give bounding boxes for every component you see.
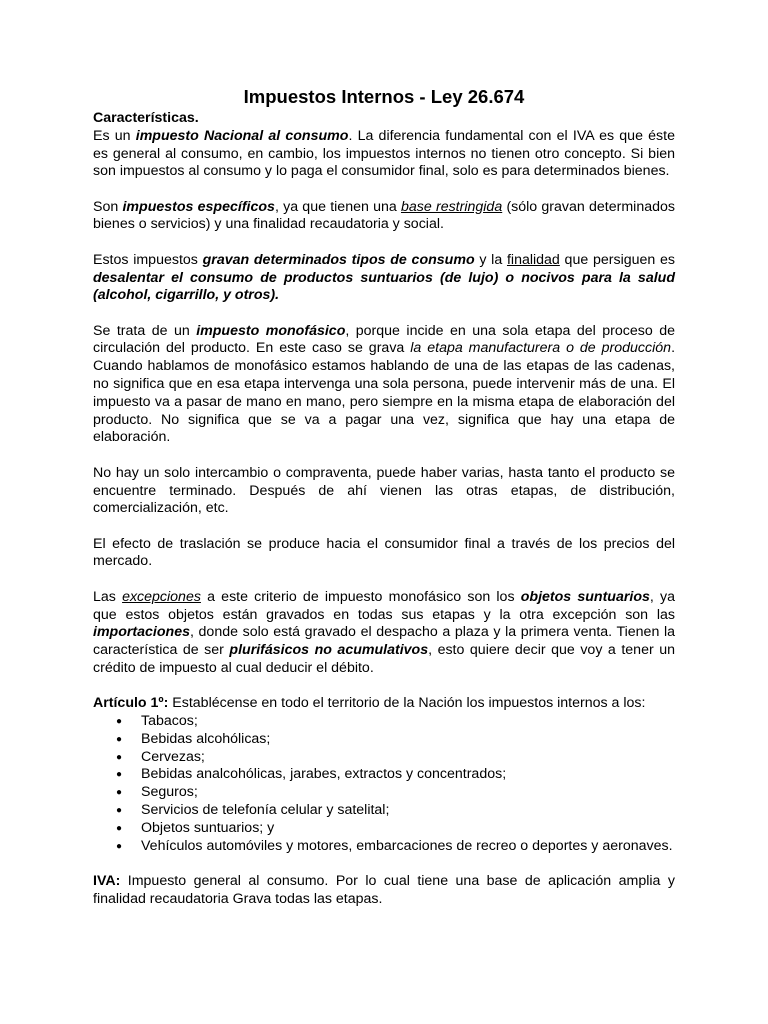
article-paragraph [93,695,675,713]
text-run: Son [93,198,123,215]
emphasis-text: desalentar el consumo de productos suntuarios (de lujo) o nocivos para la salud (alcohol, cigarrillo, y otros). [93,269,675,304]
text-run: (sólo gravan determinados bienes o servicios) y una finalidad recaudatoria y social. [93,198,675,233]
text-run: . La diferencia fundamental con el IVA es que éste es general al consumo, en cambio, los impuestos internos no tienen otro concepto. Si bien son impuestos al consumo y lo paga el consumidor final, solo es para determinados bienes. [93,127,675,180]
emphasis-text: impuesto Nacional al consumo [135,127,349,144]
article-label: Artículo 1º: [93,695,169,712]
text-run: Establécense en todo el territorio de la Nación los impuestos internos a los: [168,695,646,712]
iva-label: IVA: [93,872,121,889]
paragraph-6: El efecto de traslación se produce hacia el consumidor final a través de los precios del mercado. [93,535,675,570]
tax-list [93,713,675,855]
text-run: , donde solo está gravado el despacho a plaza y la primera venta. Tienen la característica de ser [93,624,675,659]
list-item: ● Bebidas analcohólicas, jarabes, extractos y concentrados; [111,766,675,784]
underlined-text: excepciones [122,588,201,605]
list-item: ● Tabacos; [111,713,675,731]
paragraph-3 [93,252,675,305]
list-item: ● Bebidas alcohólicas; [111,731,675,749]
iva-paragraph [93,873,675,909]
text-run: y la [474,251,507,268]
text-run: Es un [93,127,136,144]
underlined-text: base restringida [400,198,503,215]
emphasis-text: impuestos específicos [122,198,275,215]
text-run: que persiguen es [559,251,675,268]
text-run: a este criterio de impuesto monofásico son los [200,588,521,605]
text-run: , ya que estos objetos están gravados en todas sus etapas y la otra excepción son las [93,588,675,623]
text-run: Impuesto general al consumo. Por lo cual tiene una base de aplicación amplia y finalidad recaudatoria Grava todas las etapas. [93,872,675,907]
text-run: , porque incide en una sola etapa del proceso de circulación del producto. En este caso se grava [93,322,675,357]
list-item: ● Servicios de telefonía celular y satelital; [111,802,675,820]
paragraph-7 [93,589,675,678]
list-item: ● Seguros; [111,784,675,802]
text-run: , esto quiere decir que voy a tener un crédito de impuesto al cual deducir el débito. [93,642,675,676]
list-item: ● Objetos suntuarios; y [111,820,675,838]
emphasis-text: plurifásicos no acumulativos [229,642,429,659]
list-item: ● Cervezas; [111,749,675,767]
paragraph-5: No hay un solo intercambio o compraventa, puede haber varias, hasta tanto el producto se encuentre terminado. Después de ahí vienen las otras etapas, de distribución, comercialización, etc. [93,464,675,517]
emphasis-text: gravan determinados tipos de consumo [202,251,475,268]
list-item: ● Vehículos automóviles y motores, embarcaciones de recreo o deportes y aeronaves. [111,838,675,856]
paragraph-1 [93,128,675,181]
text-run: Las [93,588,123,605]
emphasis-text: objetos suntuarios [520,588,650,605]
emphasis-text: impuesto monofásico [196,322,346,339]
paragraph-4 [93,323,675,448]
text-run: , ya que tienen una [274,198,401,215]
paragraph-2 [93,199,675,235]
text-run: Estos impuestos [93,251,203,268]
text-run: Se trata de un [93,322,197,339]
section-heading: Características. [93,110,199,126]
italic-text: la etapa manufacturera o de producción [410,340,672,357]
underlined-text: finalidad [506,251,560,268]
document-title: Impuestos Internos - Ley 26.674 [243,86,525,107]
emphasis-text: importaciones [93,624,190,641]
text-run: . Cuando hablamos de monofásico estamos hablando de una de las etapas de las cadenas, no significa que en esa etapa intervenga una sola persona, puede intervenir más de una. El impuesto va a pasar de mano en mano, pero siempre en la misma etapa de elaboración del producto. No significa que se va a pagar una vez, significa que hay una etapa de elaboración. [93,340,676,446]
